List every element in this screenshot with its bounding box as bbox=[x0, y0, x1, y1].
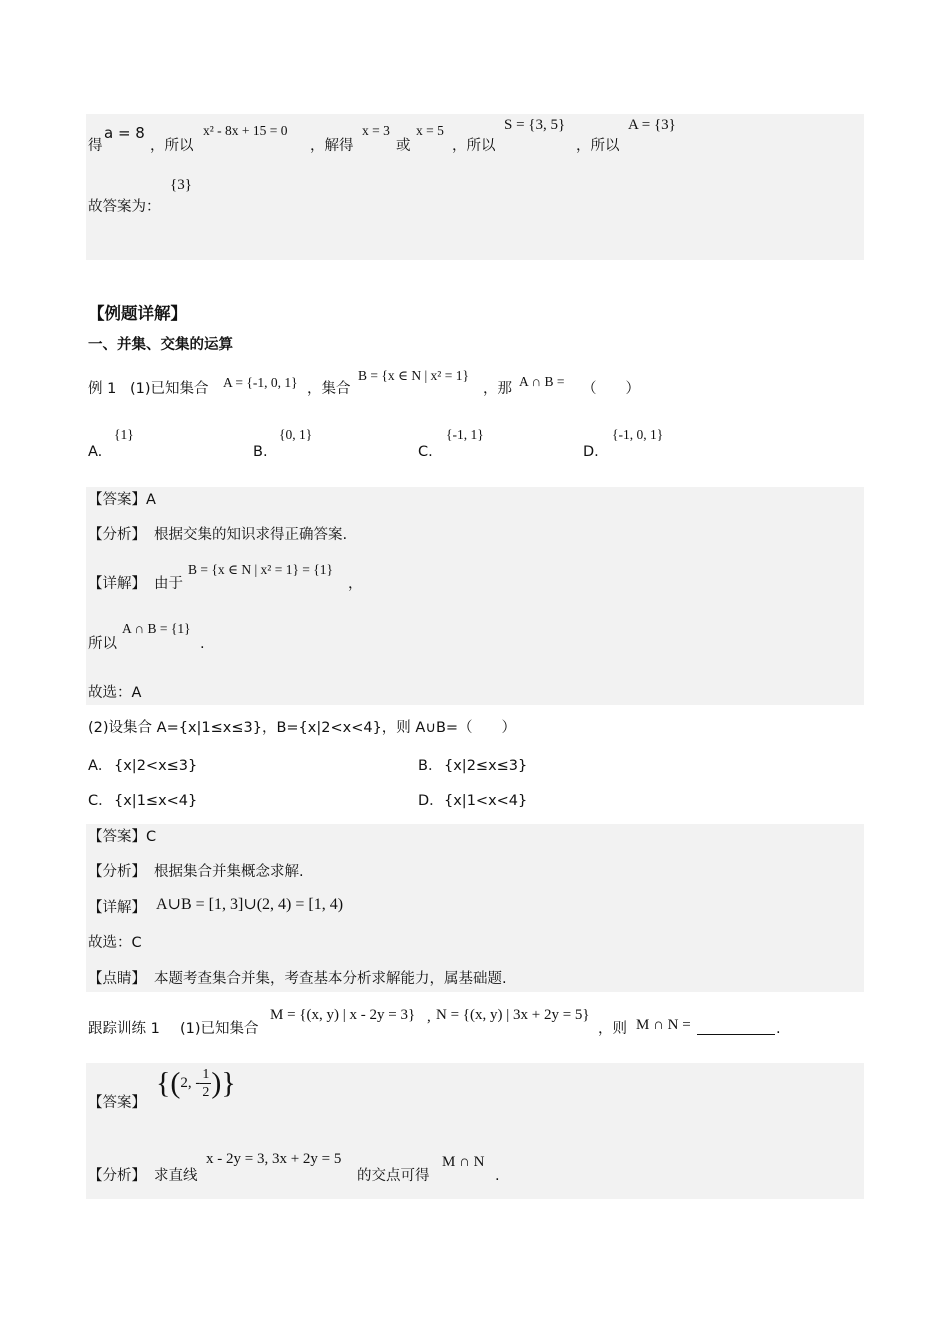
text-na: ，那 bbox=[483, 381, 512, 397]
text-suoyi: ，所以 bbox=[150, 138, 194, 154]
option-c-letter[interactable]: C． bbox=[88, 793, 113, 809]
analysis-tag: 【分析】 bbox=[88, 1168, 146, 1184]
text-de: 得 bbox=[88, 138, 103, 154]
detail-tag: 【详解】 bbox=[88, 576, 146, 592]
analysis-pre: 求直线 bbox=[154, 1168, 198, 1184]
answer-math: {(2, - $\frac{1}{2}$ )} bbox=[156, 1066, 236, 1100]
answer-tag: 【答案】 bbox=[88, 1095, 146, 1111]
answer-label: 故答案为： bbox=[88, 199, 161, 215]
math-quadratic: x² - 8x + 15 = 0 bbox=[203, 123, 288, 138]
track-label: 跟踪训练 1 bbox=[88, 1021, 160, 1037]
math-x-eq-3: x = 3 bbox=[362, 123, 390, 138]
option-b-value[interactable]: {0, 1} bbox=[279, 427, 313, 442]
math-lines: x - 2y = 3, 3x + 2y = 5 bbox=[206, 1151, 342, 1167]
analysis-tag: 【分析】 bbox=[88, 527, 146, 543]
answer-pre: 2, - bbox=[180, 1075, 201, 1091]
detail-pre: 由于 bbox=[154, 576, 183, 592]
detail-period: . bbox=[200, 636, 205, 652]
math-set-A: A = {-1, 0, 1} bbox=[223, 375, 298, 390]
math-set-B: B = {x ∈ N | x² = 1} bbox=[358, 368, 469, 383]
text-huo: 或 bbox=[396, 138, 411, 154]
option-d-value[interactable]: {x|1<x<4} bbox=[444, 793, 528, 809]
analysis-period: . bbox=[495, 1168, 500, 1184]
analysis-text: 根据集合并集概念求解. bbox=[154, 864, 304, 880]
analysis-tag: 【分析】 bbox=[88, 864, 146, 880]
fraction-denominator: 2 bbox=[202, 1085, 210, 1100]
fraction-numerator: 1 bbox=[202, 1067, 210, 1082]
detail-result: A ∩ B = {1} bbox=[122, 621, 191, 636]
answer-line: 【答案】C bbox=[88, 829, 157, 845]
option-b-letter[interactable]: B. bbox=[253, 444, 268, 460]
option-b-value[interactable]: {x|2≤x≤3} bbox=[444, 758, 528, 774]
text-jihe: ，集合 bbox=[307, 381, 351, 397]
math-set-N: N = {(x, y) | 3x + 2y = 5} bbox=[436, 1007, 590, 1023]
math-set-M: M = {(x, y) | x - 2y = 3} bbox=[270, 1007, 416, 1023]
option-a-letter[interactable]: A． bbox=[88, 758, 113, 774]
track-intro: (1)已知集合 bbox=[180, 1021, 259, 1037]
math-set-S: S = {3, 5} bbox=[504, 117, 566, 133]
option-c-value[interactable]: {-1, 1} bbox=[446, 427, 484, 442]
math-M-cap-N: M ∩ N = bbox=[636, 1017, 691, 1033]
option-a-letter[interactable]: A. bbox=[88, 444, 103, 460]
answer-value: {3} bbox=[170, 177, 192, 193]
option-c-letter[interactable]: C. bbox=[418, 444, 433, 460]
option-a-value[interactable]: {1} bbox=[114, 427, 134, 442]
option-b-letter[interactable]: B． bbox=[418, 758, 443, 774]
answer-blank[interactable] bbox=[697, 1034, 775, 1035]
analysis-mid: 的交点可得 bbox=[357, 1168, 430, 1184]
math-comma: , bbox=[427, 1009, 431, 1025]
math-M-cap-N: M ∩ N bbox=[442, 1154, 485, 1170]
option-a-value[interactable]: {x|2<x≤3} bbox=[114, 758, 198, 774]
choose-line: 故选：C bbox=[88, 935, 142, 951]
answer-fraction bbox=[200, 1066, 211, 1101]
answer-paren: （ ） bbox=[582, 381, 640, 397]
comment-text: 本题考查集合并集，考查基本分析求解能力，属基础题. bbox=[154, 971, 507, 987]
option-d-letter[interactable]: D． bbox=[418, 793, 444, 809]
detail-post: ， bbox=[348, 576, 363, 592]
answer-line: 【答案】A bbox=[88, 492, 156, 508]
text-suoyi: ，所以 bbox=[452, 138, 496, 154]
section-title: 【例题详解】 bbox=[88, 304, 187, 323]
comment-tag: 【点睛】 bbox=[88, 971, 146, 987]
subsection-title: 一、并集、交集的运算 bbox=[88, 337, 233, 353]
question-2: (2)设集合 A={x|1≤x≤3}，B={x|2<x<4}，则 A∪B=（ ） bbox=[88, 720, 517, 736]
math-a-eq-8: a = 8 bbox=[104, 124, 145, 142]
text-suoyi: ，所以 bbox=[576, 138, 620, 154]
math-A-cap-B: A ∩ B = bbox=[519, 374, 565, 389]
math-set-A: A = {3} bbox=[628, 117, 676, 133]
option-c-value[interactable]: {x|1≤x<4} bbox=[114, 793, 198, 809]
choose-line: 故选：A bbox=[88, 685, 142, 701]
option-d-letter[interactable]: D. bbox=[583, 444, 599, 460]
option-d-value[interactable]: {-1, 0, 1} bbox=[612, 427, 664, 442]
detail-math: A∪B = [1, 3]∪(2, 4) = [1, 4) bbox=[156, 896, 344, 913]
example-label: 例 1 bbox=[88, 381, 117, 397]
detail-math: B = {x ∈ N | x² = 1} = {1} bbox=[188, 562, 334, 577]
question-intro: (1)已知集合 bbox=[130, 381, 209, 397]
analysis-text: 根据交集的知识求得正确答案. bbox=[154, 527, 348, 543]
solution-box-ex1 bbox=[86, 487, 864, 705]
detail-tag: 【详解】 bbox=[88, 900, 146, 916]
math-x-eq-5: x = 5 bbox=[416, 123, 444, 138]
text-suoyi: 所以 bbox=[88, 636, 117, 652]
text-jiede: ，解得 bbox=[310, 138, 354, 154]
track-period: . bbox=[776, 1021, 781, 1037]
text-ze: ，则 bbox=[598, 1021, 627, 1037]
